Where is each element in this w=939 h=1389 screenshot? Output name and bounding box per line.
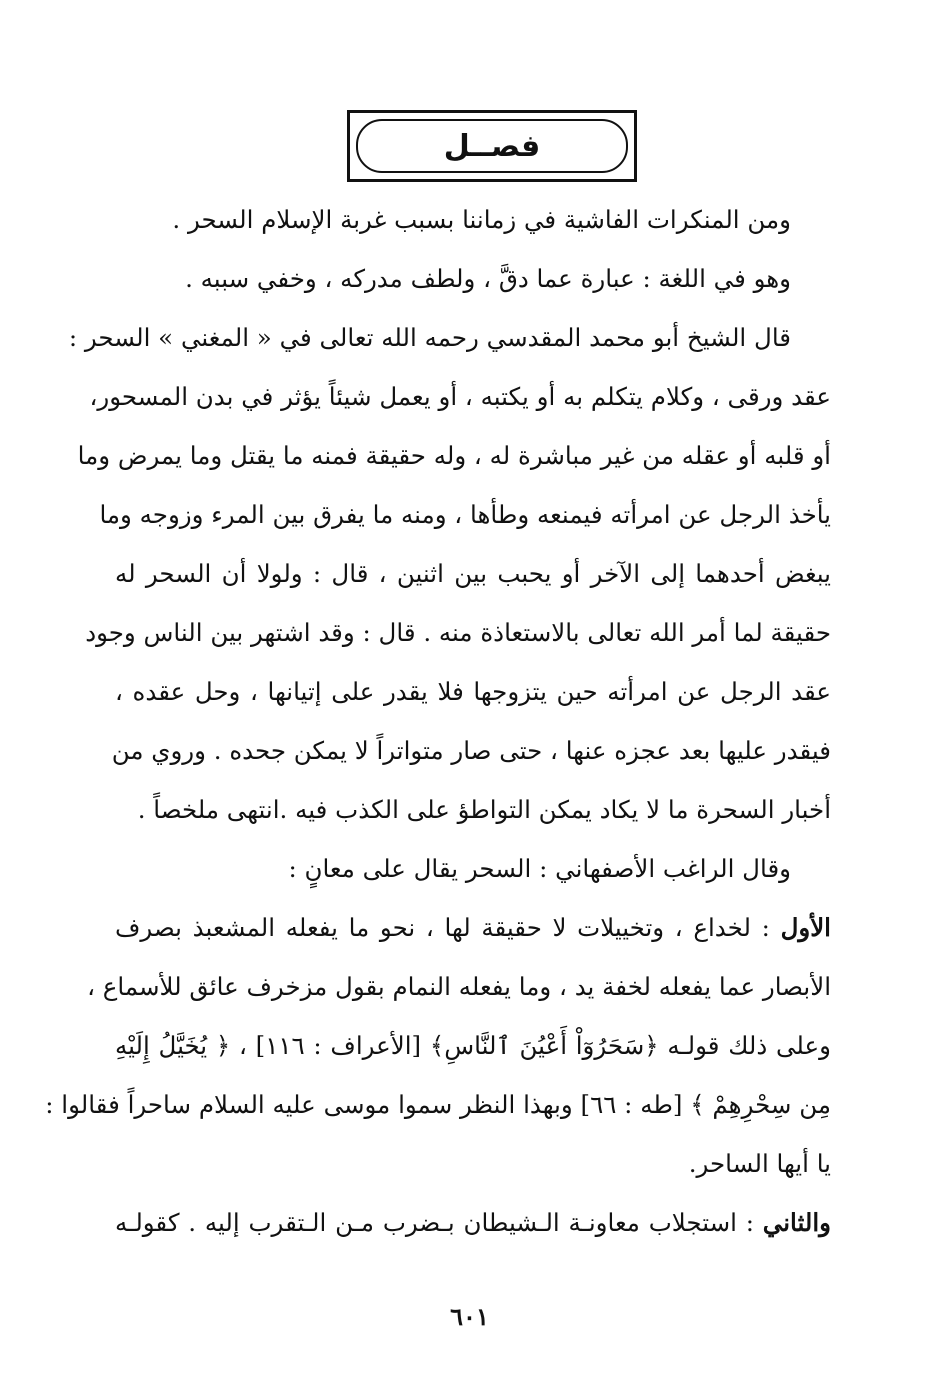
text-line: وهو في اللغة : عبارة عما دقَّ ، ولطف مدركه ، وخفي سببه . [185, 264, 791, 293]
text-line: يأخذ الرجل عن امرأته فيمنعه وطأها ، ومنه ما يفرق بين المرء وزوجه وما [99, 500, 831, 529]
paragraph-lead: والثاني [762, 1208, 831, 1237]
text-line: يا أيها الساحر. [688, 1149, 831, 1178]
text-line: وعلى ذلك قولـه ﴿سَحَرُوٓاْ أَعْيُنَ ٱلنَّاسِ﴾ [الأعراف : ١١٦] ، ﴿ يُخَيَّلُ إِلَيْهِ [115, 1031, 831, 1060]
paragraph-5 [45, 898, 831, 1193]
heading-ornament [356, 119, 628, 173]
text-line: فيقدر عليها بعد عجزه عنها ، حتى صار متواتراً لا يمكن جحده . وروي من [111, 736, 831, 765]
paragraph-3 [68, 308, 831, 839]
text-line-with-lead [115, 1193, 831, 1252]
text-line: الأبصار عما يفعله لخفة يد ، وما يفعله النمام بقول مزخرف عائق للأسماع ، [87, 972, 831, 1001]
text-line: قال الشيخ أبو محمد المقدسي رحمه الله تعالى في « المغني » السحر : [68, 323, 791, 352]
text-line-with-lead [115, 898, 831, 957]
text-line: وقال الراغب الأصفهاني : السحر يقال على معانٍ : [288, 854, 791, 883]
text-line: يبغض أحدهما إلى الآخر أو يحبب بين اثنين ، قال : ولولا أن السحر له [115, 559, 831, 588]
text-line: : استجلاب معاونـة الـشيطان بـضرب مـن الـتقرب إليه . كقولـه [115, 1208, 754, 1237]
text-line: مِن سِحْرِهِمْ ﴾ [طه : ٦٦] وبهذا النظر سموا موسى عليه السلام ساحراً فقالوا : [45, 1090, 831, 1119]
text-line: عقد ورقى ، وكلام يتكلم به أو يكتبه ، أو يعمل شيئاً يؤثر في بدن المسحور، [89, 382, 831, 411]
body-text [45, 190, 831, 1252]
text-line: : لخداع ، وتخييلات لا حقيقة لها ، نحو ما يفعله المشعبذ بصرف [115, 913, 770, 942]
text-line: عقد الرجل عن امرأته حين يتزوجها فلا يقدر على إتيانها ، وحل عقده ، [115, 677, 831, 706]
text-line: حقيقة لما أمر الله تعالى بالاستعاذة منه . قال : وقد اشتهر بين الناس وجود [85, 618, 831, 647]
text-line: ومن المنكرات الفاشية في زماننا بسبب غربة الإسلام السحر . [172, 205, 791, 234]
text-line: أخبار السحرة ما لا يكاد يمكن التواطؤ على الكذب فيه .انتهى ملخصاً . [137, 795, 831, 824]
heading-frame [347, 110, 637, 182]
chapter-heading: فصــل [443, 128, 541, 164]
paragraph-lead: الأول [780, 913, 831, 942]
text-line: أو قلبه أو عقله من غير مباشرة له ، وله حقيقة فمنه ما يقتل وما يمرض وما [77, 441, 831, 470]
paragraph-1 [115, 190, 831, 249]
paragraph-2 [115, 249, 831, 308]
page-number: ٦٠١ [450, 1302, 489, 1331]
paragraph-6 [115, 1193, 831, 1252]
paragraph-4 [115, 839, 831, 898]
